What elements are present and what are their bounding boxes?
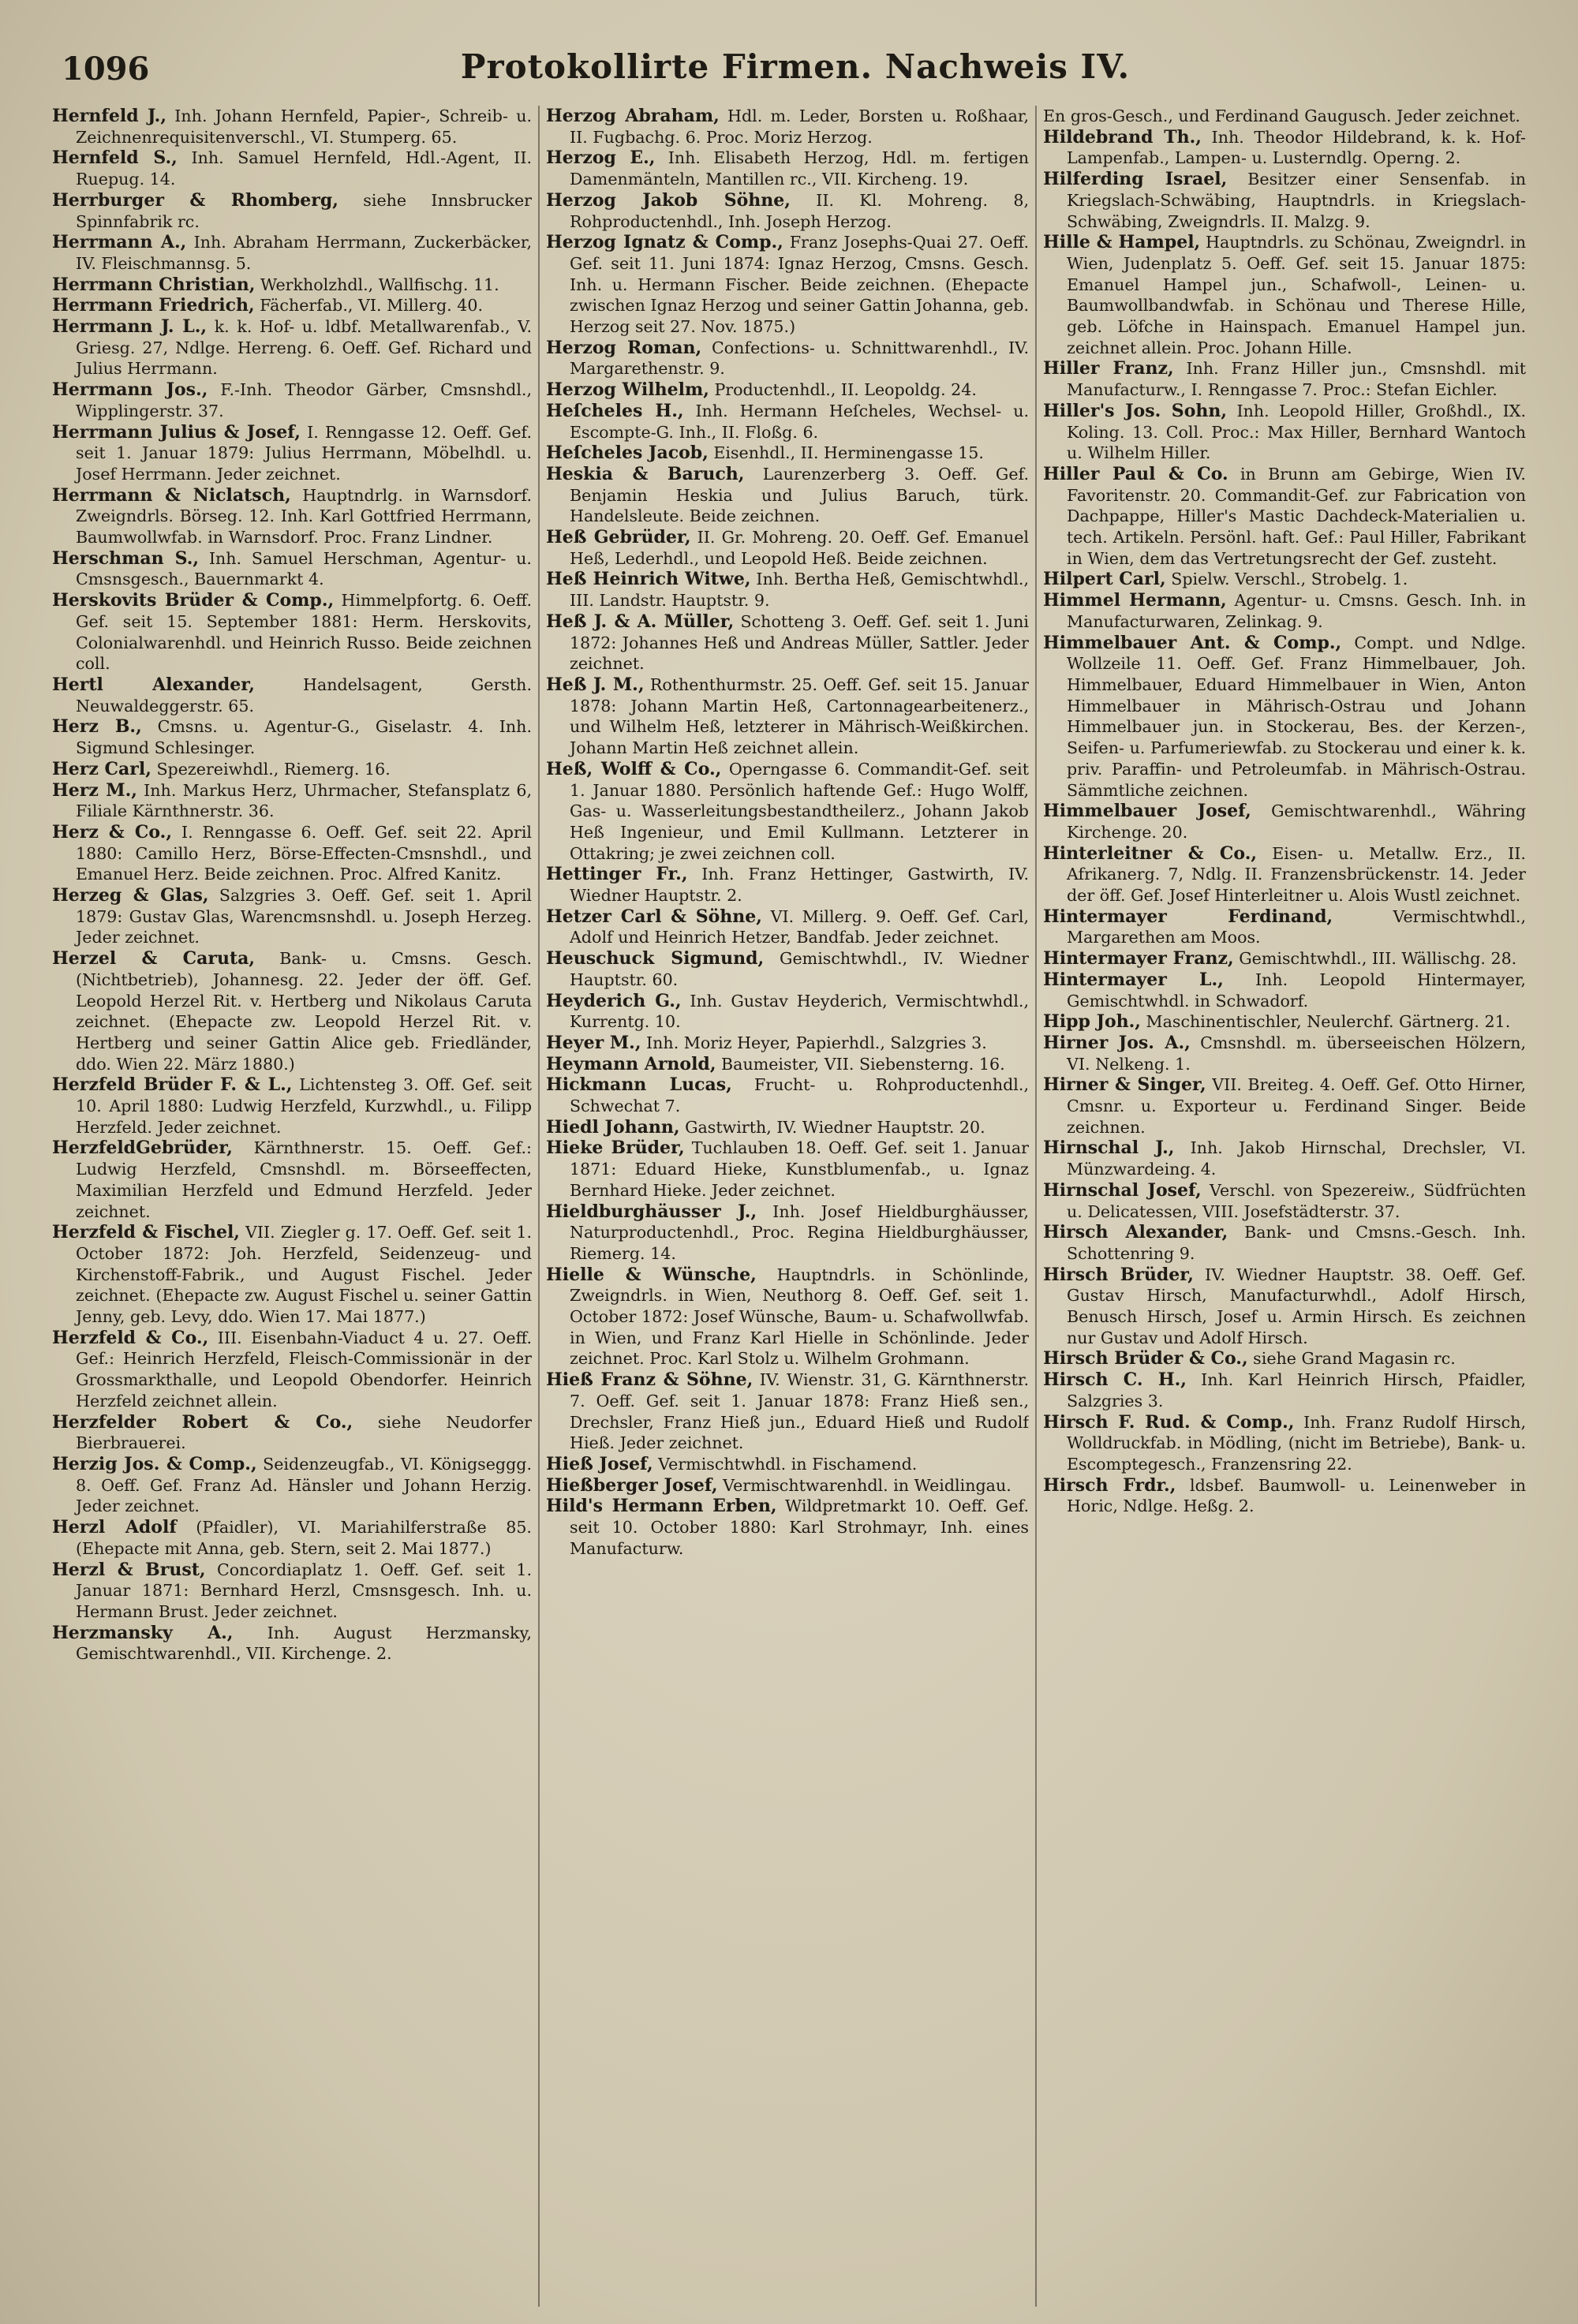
firm-details: Inh. August Herzmansky, Gemischtwarenhdl., VII. Kirchenge. 2. [76, 1623, 532, 1664]
firm-details: ldsbef. Baumwoll- u. Leinenweber in Horic, Ndlge. Heßg. 2. [1067, 1475, 1526, 1516]
firm-details: Operngasse 6. Commandit-Gef. seit 1. Januar 1880. Persönlich haftende Gef.: Hugo Wolff, Gas- u. Wasserleitungsbestandtheilerz., Johann Jakob Heß Ingenieur, und Emil Kullmann. Letzterer in Ottakring; je zwei zeichnen coll. [570, 759, 1029, 863]
firm-name: Herz M., [52, 779, 137, 801]
firm-details: Agentur- u. Cmsns. Gesch. Inh. in Manufacturwaren, Zelinkag. 9. [1067, 591, 1526, 631]
firm-details: Inh. Markus Herz, Uhrmacher, Stefansplatz 6, Filiale Kärnthnerstr. 36. [76, 780, 532, 821]
firm-details: Lichtensteg 3. Off. Gef. seit 10. April 1880: Ludwig Herzfeld, Kurzwhdl., u. Filipp Herzfeld. Jeder zeichnet. [76, 1075, 532, 1137]
firm-name: Herz Carl, [52, 758, 151, 779]
firm-details: Hauptndrls. zu Schönau, Zweigndrl. in Wien, Judenplatz 5. Oeff. Gef. seit 15. Januar 1875: Emanuel Hampel jun., Schafwoll-, Leinen- u. Baumwollbandwfab. in Schönau und Therese Hille, geb. Löfche in Hainspach. Emanuel Hampel jun. zeichnet allein. Proc. Johann Hille. [1067, 233, 1526, 357]
firm-entry [546, 991, 1029, 1033]
firm-details: Eisenhdl., II. Herminengasse 15. [708, 443, 984, 463]
firm-name: Herzog Roman, [546, 337, 702, 358]
firm-entry [1043, 1074, 1526, 1138]
firm-details: Inh. Samuel Hernfeld, Hdl.-Agent, II. Ruepug. 14. [76, 148, 532, 189]
firm-entry [546, 906, 1029, 948]
firm-name: Herz & Co., [52, 821, 172, 843]
firm-details: Inh. Theodor Hildebrand, k. k. Hof-Lampenfab., Lampen- u. Lusterndlg. Operng. 2. [1067, 127, 1526, 168]
firm-details: Inh. Gustav Heyderich, Vermischtwhdl., Kurrentg. 10. [570, 991, 1029, 1032]
firm-name: Hielle & Wünsche, [546, 1264, 757, 1285]
firm-entry [546, 1074, 1029, 1116]
firm-details: Inh. Moriz Heyer, Papierhdl., Salzgries 3. [641, 1033, 987, 1052]
firm-entry [52, 822, 532, 885]
firm-entry [546, 527, 1029, 569]
firm-name: Herzfeld Brüder F. & L., [52, 1074, 293, 1096]
firm-details: Frucht- u. Rohproductenhdl., Schwechat 7. [570, 1075, 1029, 1116]
firm-details: VI. Millerg. 9. Oeff. Gef. Carl, Adolf und Heinrich Hetzer, Bandfab. Jeder zeichnet. [570, 906, 1029, 947]
firm-name: Herzog Jakob Söhne, [546, 189, 791, 211]
firm-name: Hild's Hermann Erben, [546, 1496, 777, 1517]
firm-name: Hilferding Israel, [1043, 169, 1228, 190]
firm-entry [1043, 127, 1526, 169]
firm-name: Herzfelder Robert & Co., [52, 1411, 353, 1433]
firm-entry [52, 590, 532, 674]
firm-entry [546, 674, 1029, 759]
firm-entry [546, 1033, 1029, 1054]
firm-entry [52, 780, 532, 822]
firm-name: Herzfeld & Fischel, [52, 1222, 240, 1243]
firm-entry [1043, 1475, 1526, 1517]
firm-name: Hirner Jos. A., [1043, 1032, 1191, 1053]
firm-details: Tuchlauben 18. Oeff. Gef. seit 1. Januar 1871: Eduard Hieke, Kunstblumenfab., u. Ignaz Bernhard Hieke. Jeder zeichnet. [570, 1138, 1029, 1200]
firm-name: Herz B., [52, 716, 142, 738]
firm-details: Seidenzeugfab., VI. Königseggg. 8. Oeff. Gef. Franz Ad. Hänsler und Johann Herzig. Jeder zeichnet. [76, 1455, 532, 1516]
firm-details: IV. Wienstr. 31, G. Kärnthnerstr. 7. Oeff. Gef. seit 1. Januar 1878: Franz Hieß sen., Drechsler, Franz Hieß jun., Eduard Hieß und Rudolf Hieß. Jeder zeichnet. [570, 1370, 1029, 1453]
firm-name: Herzog Abraham, [546, 106, 720, 126]
firm-details: Himmelpfortg. 6. Oeff. Gef. seit 15. September 1881: Herm. Herskovits, Colonialwarenhdl. und Heinrich Russo. Beide zeichnen coll. [76, 591, 532, 674]
firm-details: Confections- u. Schnittwarenhdl., IV. Margarethenstr. 9. [570, 338, 1029, 379]
firm-name: Herzfeld & Co., [52, 1327, 209, 1348]
firm-name: Herrmann Julius & Josef, [52, 421, 301, 443]
firm-details: Inh. Leopold Hiller, Großhdl., IX. Koling. 13. Coll. Proc.: Max Hiller, Bernhard Wantoch u. Wilhelm Hiller. [1067, 401, 1526, 463]
firm-entry [546, 1054, 1029, 1075]
firm-details: Inh. Samuel Herschman, Agentur- u. Cmsnsgesch., Bauernmarkt 4. [76, 548, 532, 589]
firm-name: Heskia & Baruch, [546, 463, 745, 484]
column-2 [546, 106, 1029, 2307]
page-number: 1096 [62, 50, 150, 88]
firm-entry [52, 1074, 532, 1138]
firm-entry [52, 674, 532, 716]
firm-entry [52, 1454, 532, 1517]
firm-details: Inh. Franz Rudolf Hirsch, Wolldruckfab. in Mödling, (nicht im Betriebe), Bank- u. Escomptegesch., Franzensring 22. [1067, 1412, 1526, 1474]
column-3 [1043, 106, 1526, 2307]
firm-name: Heyer M., [546, 1032, 641, 1053]
firm-details: Bank- und Cmsns.-Gesch. Inh. Schottenring 9. [1067, 1223, 1526, 1263]
firm-name: Hiller Franz, [1043, 358, 1174, 379]
firm-entry [1043, 1033, 1526, 1074]
firm-details: Hdl. m. Leder, Borsten u. Roßhaar, II. Fugbachg. 6. Proc. Moriz Herzog. [570, 106, 1029, 147]
firm-name: Herzmansky A., [52, 1622, 234, 1643]
firm-name: Herskovits Brüder & Comp., [52, 590, 335, 611]
firm-details: En gros-Gesch., und Ferdinand Gaugusch. Jeder zeichnet. [1043, 106, 1520, 125]
firm-name: Herrmann Christian, [52, 274, 256, 295]
firm-name: Hirnschal J., [1043, 1138, 1175, 1159]
firm-details: Laurenzerberg 3. Oeff. Gef. Benjamin Heskia und Julius Baruch, türk. Handelsleute. Beide zeichnen. [570, 464, 1029, 526]
firm-entry [52, 190, 532, 232]
firm-details: Inh. Leopold Hintermayer, Gemischtwhdl. in Schwadorf. [1067, 970, 1526, 1011]
firm-details: Handelsagent, Gersth. Neuwaldeggerstr. 65. [76, 674, 532, 716]
firm-details: Rothenthurmstr. 25. Oeff. Gef. seit 15. Januar 1878: Johann Martin Heß, Cartonnagearbeitenerz., und Wilhelm Heß, letzterer in Mährisch-Weißkirchen. Johann Martin Heß zeichnet allein. [570, 674, 1029, 758]
firm-entry [1043, 970, 1526, 1011]
firm-name: Hirsch Brüder & Co., [1043, 1348, 1248, 1369]
firm-name: Hirnschal Josef, [1043, 1179, 1202, 1201]
firm-details: Inh. Jakob Hirnschal, Drechsler, VI. Münzwardeing. 4. [1067, 1138, 1526, 1179]
firm-entry [52, 1328, 532, 1412]
firm-entry [546, 948, 1029, 990]
firm-details: (Pfaidler), VI. Mariahilferstraße 85. (Ehepacte mit Anna, geb. Stern, seit 2. Mai 1877.) [76, 1518, 532, 1558]
firm-entry [52, 1623, 532, 1665]
firm-details: Productenhdl., II. Leopoldg. 24. [709, 380, 977, 400]
firm-details: Cmsns. u. Agentur-G., Giselastr. 4. Inh. Sigmund Schlesinger. [76, 717, 532, 758]
firm-name: Himmelbauer Ant. & Comp., [1043, 632, 1342, 653]
firm-details: Bank- u. Cmsns. Gesch. (Nichtbetrieb), Johannesg. 22. Jeder der öff. Gef. Leopold Herzel Rit. v. Hertberg und Nikolaus Caruta zeichnet. (Ehepacte zw. Leopold Herzel Rit. v. Hertberg und seiner Gattin Alice geb. Friedländer, ddo. Wien 22. März 1880.) [76, 949, 532, 1074]
firm-name: Hetzer Carl & Söhne, [546, 906, 762, 927]
firm-name: Hirsch Alexander, [1043, 1222, 1228, 1243]
firm-details: Inh. Abraham Herrmann, Zuckerbäcker, IV. Fleischmannsg. 5. [76, 233, 532, 273]
firm-name: Herzl & Brust, [52, 1559, 206, 1580]
firm-details: Vermischtwarenhdl. in Weidlingau. [717, 1475, 1011, 1495]
firm-entry [1043, 358, 1526, 400]
firm-name: Hirsch Brüder, [1043, 1264, 1194, 1285]
firm-entry [546, 759, 1029, 865]
firm-name: Herschman S., [52, 547, 200, 569]
firm-details: Inh. Elisabeth Herzog, Hdl. m. fertigen Damenmänteln, Mantillen rc., VII. Kircheng. 19. [570, 148, 1029, 189]
firm-name: Hießberger Josef, [546, 1474, 718, 1496]
firm-entry [52, 485, 532, 548]
firm-entry [1043, 569, 1526, 590]
firm-entry [52, 948, 532, 1074]
firm-name: Hirsch F. Rud. & Comp., [1043, 1411, 1295, 1433]
firm-name: Hipp Joh., [1043, 1011, 1141, 1033]
firm-entry [546, 611, 1029, 674]
firm-entry [546, 1496, 1029, 1559]
firm-name: Herrburger & Rhomberg, [52, 189, 338, 211]
firm-name: Herzog Ignatz & Comp., [546, 232, 783, 253]
firm-entry [52, 232, 532, 274]
firm-entry [1043, 1138, 1526, 1179]
firm-entry [52, 716, 532, 758]
firm-name: Hickmann Lucas, [546, 1074, 732, 1096]
firm-name: Herrmann Jos., [52, 379, 208, 401]
firm-name: Heymann Arnold, [546, 1053, 716, 1074]
firm-name: Herrmann A., [52, 232, 187, 253]
firm-name: Hieß Josef, [546, 1454, 653, 1474]
firm-details: Werkholzhdl., Wallfischg. 11. [255, 275, 499, 294]
firm-name: Herrmann & Niclatsch, [52, 484, 291, 506]
firm-name: Heß Gebrüder, [546, 527, 691, 548]
firm-entry [1043, 232, 1526, 358]
firm-name: Hernfeld J., [52, 106, 166, 126]
firm-entry [546, 1138, 1029, 1201]
firm-name: Hinterleitner & Co., [1043, 843, 1258, 864]
firm-name: Herzig Jos. & Comp., [52, 1454, 257, 1474]
firm-entry [1043, 843, 1526, 906]
firm-name: Hille & Hampel, [1043, 232, 1201, 253]
firm-entry [546, 443, 1029, 464]
firm-details: Inh. Franz Hiller jun., Cmsnshdl. mit Manufacturw., I. Renngasse 7. Proc.: Stefan Eichler. [1067, 359, 1526, 400]
firm-entry [1043, 801, 1526, 843]
firm-name: Hiedl Johann, [546, 1116, 680, 1138]
firm-name: Hieldburghäusser J., [546, 1201, 757, 1222]
firm-entry [52, 1222, 532, 1328]
firm-details: Inh. Bertha Heß, Gemischtwhdl., III. Landstr. Hauptstr. 9. [570, 570, 1029, 611]
firm-name: Hildebrand Th., [1043, 126, 1202, 148]
firm-name: Heſcheles Jacob, [546, 443, 709, 464]
firm-details: VII. Breiteg. 4. Oeff. Gef. Otto Hirner, Cmsnr. u. Exporteur u. Ferdinand Singer. Beide zeichnen. [1067, 1075, 1526, 1137]
firm-entry [546, 379, 1029, 401]
firm-name: Hertl Alexander, [52, 674, 255, 695]
firm-name: Herzl Adolf [52, 1517, 177, 1538]
firm-entry [546, 190, 1029, 232]
firm-entry [546, 1265, 1029, 1370]
firm-name: Herzog Wilhelm, [546, 379, 709, 401]
firm-entry [52, 1138, 532, 1222]
firm-details: III. Eisenbahn-Viaduct 4 u. 27. Oeff. Gef.: Heinrich Herzfeld, Fleisch-Commissionär in der Grossmarkthalle, und Leopold Obendorfer. Heinrich Herzfeld zeichnet allein. [76, 1328, 532, 1410]
column-divider [1035, 106, 1037, 2307]
firm-name: Herzeg & Glas, [52, 885, 209, 906]
firm-entry [52, 275, 532, 296]
firm-name: Hintermayer Ferdinand, [1043, 906, 1333, 927]
firm-entry [1043, 1222, 1526, 1264]
firm-details: Fächerfab., VI. Millerg. 40. [254, 296, 483, 316]
firm-details: Besitzer einer Sensenfab. in Kriegslach-Schwäbing, Hauptndrls. in Kriegslach-Schwäbing, Zweigndrls. II. Malzg. 9. [1067, 170, 1526, 231]
firm-name: Heyderich G., [546, 990, 682, 1011]
page-title: Protokollirte Firmen. Nachweis IV. [460, 47, 1131, 86]
firm-details: siehe Grand Magasin rc. [1247, 1349, 1456, 1369]
firm-details: Inh. Franz Hettinger, Gastwirth, IV. Wiedner Hauptstr. 2. [570, 865, 1029, 906]
firm-details: F.-Inh. Theodor Gärber, Cmsnshdl., Wipplingerstr. 37. [76, 380, 532, 420]
firm-details: k. k. Hof- u. ldbf. Metallwarenfab., V. Griesg. 27, Ndlge. Herreng. 6. Oeff. Gef. Richard und Julius Herrmann. [76, 317, 532, 379]
firm-name: Herrmann J. L., [52, 316, 208, 338]
firm-details: Wildpretmarkt 10. Oeff. Gef. seit 10. October 1880: Karl Strohmayr, Inh. eines Manufacturw. [570, 1496, 1029, 1558]
firm-entry [52, 1412, 532, 1454]
firm-details: Salzgries 3. Oeff. Gef. seit 1. April 1879: Gustav Glas, Warencmsnshdl. u. Joseph Herzeg. Jeder zeichnet. [76, 886, 532, 947]
firm-details: Gemischtwarenhdl., Währing Kirchenge. 20. [1067, 801, 1526, 842]
firm-details: Gemischtwhdl., III. Wällischg. 28. [1233, 949, 1517, 969]
firm-details: IV. Wiedner Hauptstr. 38. Oeff. Gef. Gustav Hirsch, Manufacturwhdl., Adolf Hirsch, Benusch Hirsch, Josef u. Armin Hirsch. Es zeichnen nur Gustav und Adolf Hirsch. [1067, 1265, 1526, 1347]
firm-entry [1043, 1369, 1526, 1411]
firm-entry [1043, 1412, 1526, 1475]
firm-entry [52, 106, 532, 148]
firm-name: Hettinger Fr., [546, 864, 688, 885]
firm-details: siehe Innsbrucker Spinnfabrik rc. [76, 190, 532, 231]
firm-entry [52, 148, 532, 189]
firm-details: Schotteng 3. Oeff. Gef. seit 1. Juni 1872: Johannes Heß und Andreas Müller, Sattler. Jeder zeichnet. [570, 611, 1029, 674]
firm-details: I. Renngasse 12. Oeff. Gef. seit 1. Januar 1879: Julius Herrmann, Möbelhdl. u. Josef Herrmann. Jeder zeichnet. [76, 422, 532, 484]
firm-details: I. Renngasse 6. Oeff. Gef. seit 22. April 1880: Camillo Herz, Börse-Effecten-Cmsnshdl., und Emanuel Herz. Beide zeichnen. Proc. Alfred Kanitz. [76, 822, 532, 884]
firm-name: Hirsch C. H., [1043, 1369, 1187, 1391]
firm-name: Hirner & Singer, [1043, 1074, 1206, 1096]
firm-details: in Brunn am Gebirge, Wien IV. Favoritenstr. 20. Commandit-Gef. zur Fabrication von Dachpappe, Hiller's Mastic Dachdeck-Materialien u. tech. Artikeln. Persönl. haft. Gef.: Paul Hiller, Fabrikant in Wien, dem das Vertretungsrecht der Gef. zusteht. [1067, 464, 1526, 568]
firm-entry [546, 338, 1029, 379]
firm-name: Hiller's Jos. Sohn, [1043, 400, 1228, 421]
firm-details: Hauptndrlg. in Warnsdorf. Zweigndrls. Börseg. 12. Inh. Karl Gottfried Herrmann, Baumwollwfab. in Warnsdorf. Proc. Franz Lindner. [76, 485, 532, 547]
firm-name: Hilpert Carl, [1043, 569, 1166, 590]
firm-entry [52, 316, 532, 379]
firm-details: II. Kl. Mohreng. 8, Rohproductenhdl., Inh. Joseph Herzog. [570, 190, 1029, 231]
firm-details: siehe Neudorfer Bierbrauerei. [76, 1412, 532, 1453]
firm-name: Hernfeld S., [52, 148, 178, 169]
firm-details: Inh. Hermann Heſcheles, Wechsel- u. Escompte-G. Inh., II. Floßg. 6. [570, 401, 1029, 442]
firm-entry [546, 864, 1029, 906]
firm-details: Maschinentischler, Neulerchf. Gärtnerg. 21. [1140, 1012, 1511, 1032]
column-divider [538, 106, 540, 2307]
firm-entry [1043, 1265, 1526, 1349]
firm-entry [52, 759, 532, 780]
firm-name: Hintermayer Franz, [1043, 948, 1234, 970]
firm-details: Vermischtwhdl. in Fischamend. [653, 1455, 918, 1474]
firm-name: Heß J. M., [546, 674, 645, 695]
firm-entry [546, 1117, 1029, 1138]
firm-entry [1043, 464, 1526, 570]
firm-entry [546, 1201, 1029, 1265]
firm-entry [52, 295, 532, 316]
firm-details: Inh. Josef Hieldburghäusser, Naturproductenhdl., Proc. Regina Hieldburghäusser, Riemerg. 14. [570, 1201, 1029, 1263]
firm-entry [546, 1454, 1029, 1475]
firm-details: II. Gr. Mohreng. 20. Oeff. Gef. Emanuel Heß, Lederhdl., und Leopold Heß. Beide zeichnen. [570, 528, 1029, 568]
firm-name: Heſcheles H., [546, 400, 684, 421]
firm-entry [52, 1560, 532, 1623]
firm-name: Heß J. & A. Müller, [546, 611, 735, 632]
firm-name: Hieke Brüder, [546, 1138, 685, 1159]
firm-entry [546, 1369, 1029, 1454]
firm-entry [546, 569, 1029, 611]
firm-entry [546, 148, 1029, 189]
firm-details: Gastwirth, IV. Wiedner Hauptstr. 20. [679, 1117, 985, 1137]
firm-entry [52, 379, 532, 421]
firm-details: Eisen- u. Metallw. Erz., II. Afrikanerg. 7, Ndlg. II. Franzensbrückenstr. 14. Jeder der öff. Gef. Josef Hinterleitner u. Alois Wustl zeichnet. [1067, 843, 1526, 906]
firm-entry [1043, 401, 1526, 464]
column-1 [52, 106, 532, 2307]
firm-entry [546, 232, 1029, 338]
firm-details: Inh. Karl Heinrich Hirsch, Pfaidler, Salzgries 3. [1067, 1370, 1526, 1410]
firm-name: Hintermayer L., [1043, 969, 1224, 990]
page-header [62, 47, 1529, 96]
firm-details: Cmsnshdl. m. überseeischen Hölzern, VI. Nelkeng. 1. [1067, 1033, 1526, 1074]
firm-name: Himmel Hermann, [1043, 590, 1227, 611]
firm-entry [52, 548, 532, 590]
firm-name: Heuschuck Sigmund, [546, 948, 765, 970]
firm-entry [1043, 590, 1526, 632]
firm-details: Inh. Johann Hernfeld, Papier-, Schreib- u. Zeichnenrequisitenverschl., VI. Stumperg. 65. [76, 106, 532, 147]
firm-entry [546, 106, 1029, 148]
firm-entry [52, 885, 532, 948]
firm-details: Franz Josephs-Quai 27. Oeff. Gef. seit 11. Juni 1874: Ignaz Herzog, Cmsns. Gesch. Inh. u. Hermann Fischer. Beide zeichnen. (Ehepacte zwischen Ignaz Herzog und seiner Gattin Johanna, geb. Herzog seit 27. Nov. 1875.) [570, 233, 1029, 337]
firm-entry [52, 1517, 532, 1559]
firm-entry [52, 422, 532, 485]
firm-details: Verschl. von Spezereiw., Südfrüchten u. Delicatessen, VIII. Josefstädterstr. 37. [1067, 1180, 1526, 1221]
firm-details: Gemischtwhdl., IV. Wiedner Hauptstr. 60. [570, 949, 1029, 989]
firm-entry [546, 464, 1029, 527]
firm-details: Kärnthnerstr. 15. Oeff. Gef.: Ludwig Herzfeld, Cmsnshdl. m. Börseeffecten, Maximilian Herzfeld und Edmund Herzfeld. Jeder zeichnet. [76, 1138, 532, 1221]
firm-name: HerzfeldGebrüder, [52, 1138, 233, 1159]
firm-details: VII. Ziegler g. 17. Oeff. Gef. seit 1. October 1872: Joh. Herzfeld, Seidenzeug- und Kirchenstoff-Fabrik., und August Fischel. Jeder zeichnet. (Ehepacte zw. August Fischel u. seiner Gattin Jenny, geb. Levy, ddo. Wien 17. Mai 1877.) [76, 1223, 532, 1327]
firm-entry [1043, 1348, 1526, 1369]
firm-name: Heß Heinrich Witwe, [546, 569, 751, 590]
firm-details: Baumeister, VII. Siebensterng. 16. [716, 1054, 1005, 1074]
firm-details: Spezereiwhdl., Riemerg. 16. [151, 759, 391, 779]
firm-entry [1043, 948, 1526, 970]
firm-name: Hieß Franz & Söhne, [546, 1369, 753, 1391]
firm-entry [1043, 633, 1526, 801]
firm-name: Hirsch Frdr., [1043, 1474, 1176, 1496]
firm-entry [1043, 1180, 1526, 1222]
firm-name: Hiller Paul & Co. [1043, 463, 1228, 484]
firm-name: Herrmann Friedrich, [52, 295, 255, 316]
firm-details: Hauptndrls. in Schönlinde, Zweigndrls. in Wien, Neuthorg 8. Oeff. Gef. seit 1. October 1872: Josef Wünsche, Baum- u. Schafwollwfab. in Wien, und Franz Karl Hielle in Schönlinde. Jeder zeichnet. Proc. Karl Stolz u. Wilhelm Grohmann. [570, 1265, 1029, 1369]
firm-details: Compt. und Ndlge. Wollzeile 11. Oeff. Gef. Franz Himmelbauer, Joh. Himmelbauer, Eduard Himmelbauer in Wien, Anton Himmelbauer in Mährisch-Ostrau und Johann Himmelbauer jun. in Stockerau, Bes. der Kerzen-, Seifen- u. Parfumeriewfab. zu Stockerau und einer k. k. priv. Paraffin- und Petroleumfab. in Mährisch-Ostrau. Sämmtliche zeichnen. [1067, 633, 1526, 800]
firm-details: Vermischtwhdl., Margarethen am Moos. [1067, 906, 1526, 947]
firm-entry [1043, 169, 1526, 232]
firm-name: Heß, Wolff & Co., [546, 758, 722, 779]
firm-entry [1043, 906, 1526, 948]
firm-name: Herzel & Caruta, [52, 948, 256, 970]
firm-name: Herzog E., [546, 148, 656, 169]
firm-entry [546, 1475, 1029, 1496]
firm-name: Himmelbauer Josef, [1043, 801, 1251, 822]
firm-entry [1043, 106, 1526, 127]
firm-entry [546, 401, 1029, 443]
firm-details: Spielw. Verschl., Strobelg. 1. [1165, 570, 1408, 589]
firm-details: Concordiaplatz 1. Oeff. Gef. seit 1. Januar 1871: Bernhard Herzl, Cmsnsgesch. Inh. u. Hermann Brust. Jeder zeichnet. [76, 1560, 532, 1621]
firm-entry [1043, 1011, 1526, 1033]
